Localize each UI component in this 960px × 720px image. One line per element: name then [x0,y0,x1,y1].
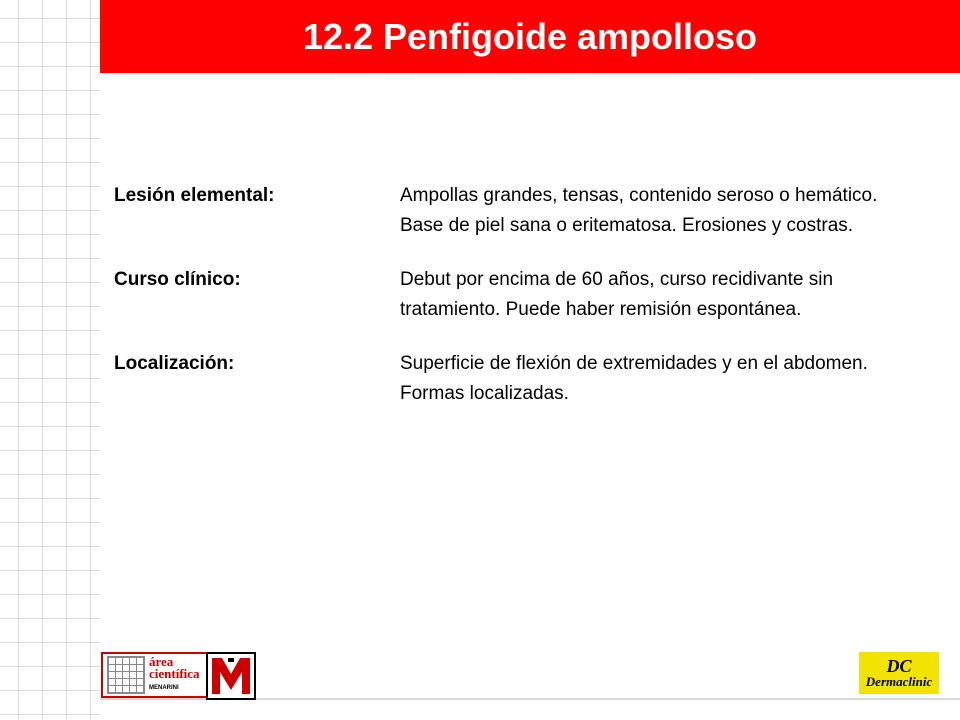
area-cientifica-text [149,656,200,694]
row-value: Ampollas grandes, tensas, contenido seroso o hemático. Base de piel sana o eritematosa. Erosiones y costras. [400,185,878,236]
row-label: Lesión elemental: [114,185,275,206]
slide-content [114,181,914,433]
logo-line-2: científica [149,666,200,681]
menarini-m-logo [206,652,256,700]
logo-line-1: área [149,654,174,669]
row-value: Superficie de flexión de extremidades y en el abdomen. Formas localizadas. [400,353,868,404]
row-localizacion [114,349,914,409]
area-cientifica-logo [101,652,208,698]
row-label: Localización: [114,353,235,374]
menarini-m-icon [208,654,254,698]
row-value: Debut por encima de 60 años, curso recidivante sin tratamiento. Puede haber remisión espontánea. [400,269,834,320]
dc-mark: DC [886,656,912,676]
row-label: Curso clínico: [114,269,241,290]
dermaclinic-text: Dermaclinic [865,674,933,689]
background-grid [0,0,100,720]
dermaclinic-logo [859,652,939,694]
slide-title: 12.2 Penfigoide ampolloso [302,15,758,57]
title-bar [100,0,960,73]
logo-line-3: MENARINI [149,685,179,691]
grid-logo-icon [107,656,145,694]
row-lesion [114,181,914,241]
row-curso [114,265,914,325]
